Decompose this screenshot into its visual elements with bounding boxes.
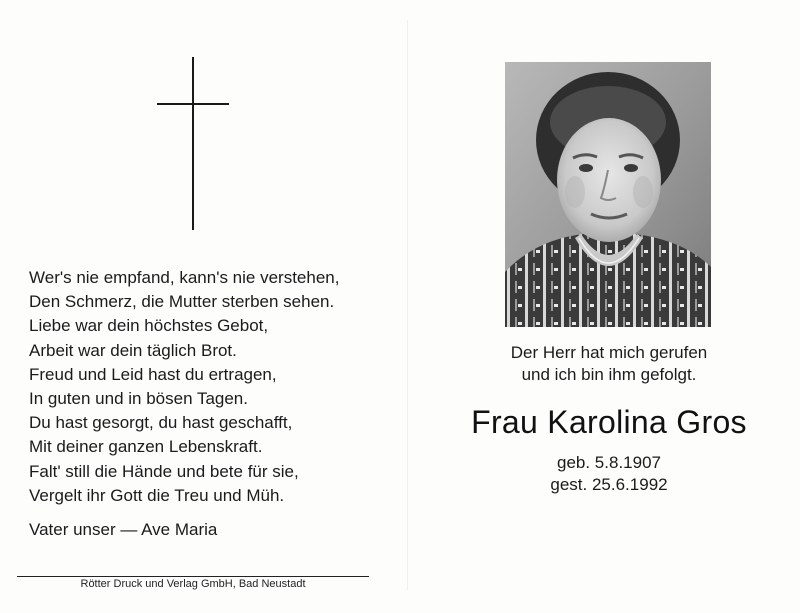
quote-line: Der Herr hat mich gerufen bbox=[510, 343, 708, 362]
cross-horizontal-bar bbox=[157, 103, 229, 105]
prayer-line: Vater unser — Ave Maria bbox=[29, 520, 218, 539]
poem-line: Den Schmerz, die Mutter sterben sehen. bbox=[29, 292, 335, 312]
poem-line: Du hast gesorgt, du hast geschafft, bbox=[29, 413, 293, 433]
poem-line: Freud und Leid hast du ertragen, bbox=[29, 364, 277, 384]
poem-line: Vergelt ihr Gott die Treu und Müh. bbox=[29, 485, 285, 505]
quote bbox=[440, 342, 778, 386]
poem-line: Mit deiner ganzen Lebenskraft. bbox=[29, 437, 263, 457]
life-dates bbox=[450, 452, 768, 496]
poem-line: Liebe war dein höchstes Gebot, bbox=[29, 316, 269, 336]
printer-divider bbox=[17, 576, 369, 577]
poem bbox=[29, 266, 399, 508]
birth-date: geb. 5.8.1907 bbox=[557, 453, 661, 472]
portrait-photo bbox=[505, 62, 711, 327]
printer-imprint: Rötter Druck und Verlag GmbH, Bad Neustadt bbox=[80, 578, 306, 590]
fold-line bbox=[407, 20, 408, 590]
quote-line: und ich bin ihm gefolgt. bbox=[521, 365, 697, 384]
poem-line: Arbeit war dein täglich Brot. bbox=[29, 340, 237, 360]
poem-line: In guten und in bösen Tagen. bbox=[29, 389, 248, 409]
poem-line: Wer's nie empfand, kann's nie verstehen, bbox=[29, 268, 340, 287]
deceased-name: Frau Karolina Gros bbox=[471, 404, 747, 440]
poem-line: Falt' still die Hände und bete für sie, bbox=[29, 461, 299, 481]
death-date: gest. 25.6.1992 bbox=[550, 475, 668, 494]
cross-vertical-bar bbox=[192, 57, 194, 230]
